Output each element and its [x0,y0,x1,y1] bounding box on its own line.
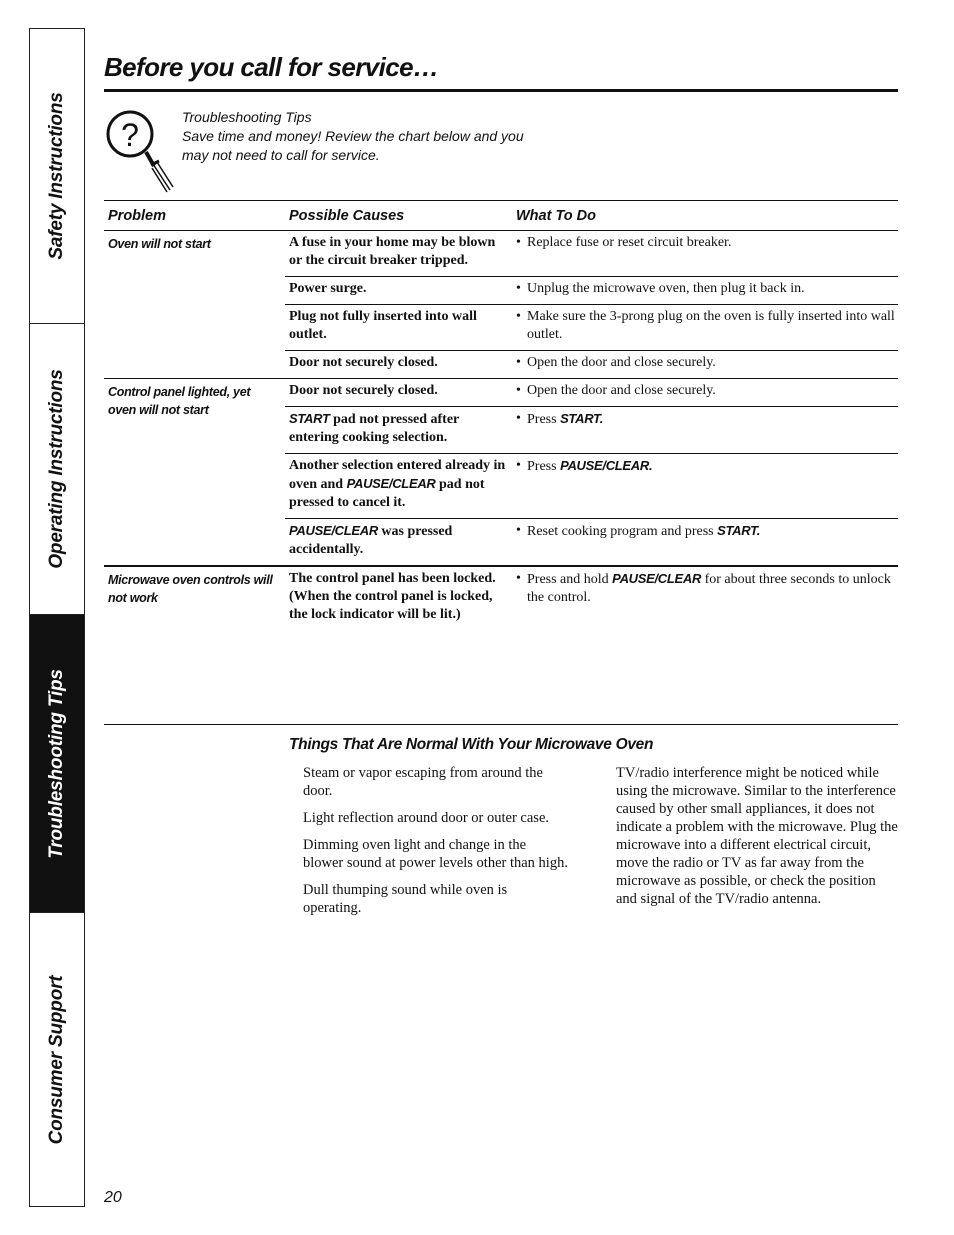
problem-group [104,379,898,567]
todo-cell: • Press PAUSE/CLEAR. [516,458,653,474]
todo-cell: • Open the door and close securely. [516,355,716,370]
problem-label: Microwave oven controls will not work [108,573,273,605]
tips-line: may not need to call for service. [182,147,380,163]
tab-label: Consumer Support [46,975,67,1144]
table-header [104,200,898,231]
tab-troubleshooting-tips[interactable] [30,615,84,913]
troubleshooting-table [104,200,898,630]
page-title: Before you call for service… [104,52,439,82]
interference-note: TV/radio interference might be noticed while using the microwave. Similar to the interference caused by other small appliances, it does not indicate a problem with the microwave. Plug the microwave into a different electrical circuit, move the radio or TV as far away from the microwave as possible, or check the position and signal of the TV/radio antenna. [616,765,898,907]
todo-cell: • Press and hold PAUSE/CLEAR for about three seconds to unlock the control. [516,571,891,605]
table-row [285,379,898,407]
table-row [285,231,898,277]
todo-cell: • Open the door and close securely. [516,383,716,398]
tab-label: Safety Instructions [46,92,67,260]
problem-group [104,231,898,379]
page-number: 20 [104,1189,122,1206]
todo-cell: • Replace fuse or reset circuit breaker. [516,235,732,250]
todo-cell: • Reset cooking program and press START. [516,523,761,539]
tab-operating-instructions[interactable] [30,324,84,615]
todo-cell: • Unplug the microwave oven, then plug it back in. [516,281,805,296]
section-divider [104,724,898,725]
section-tabs [29,28,85,1207]
cause-cell: Another selection entered already in oven and PAUSE/CLEAR pad not pressed to cancel it. [289,458,506,510]
table-row [285,351,898,378]
table-row [285,519,898,565]
table-row [285,454,898,519]
problem-group [104,567,898,630]
table-row [285,567,898,630]
tab-label: Operating Instructions [46,369,67,569]
todo-cell: • Make sure the 3-prong plug on the oven is fully inserted into wall outlet. [516,309,895,342]
list-item: Dull thumping sound while oven is operating. [303,882,508,916]
cause-cell: The control panel has been locked. (When the control panel is locked, the lock indicator will be lit.) [289,571,496,622]
cause-cell: Door not securely closed. [289,355,438,370]
list-item: Light reflection around door or outer case. [303,810,550,826]
header-causes: Possible Causes [289,207,405,224]
header-problem: Problem [108,207,167,224]
title-divider [104,89,898,92]
problem-label: Control panel lighted, yet oven will not start [108,385,251,417]
question-mark-magnifier-icon [104,106,176,196]
tab-consumer-support[interactable] [30,913,84,1206]
table-row [285,277,898,305]
problem-label: Oven will not start [108,237,211,251]
troubleshooting-intro [182,108,524,165]
cause-cell: Power surge. [289,281,367,296]
cause-cell: Plug not fully inserted into wall outlet. [289,309,477,342]
table-row [285,407,898,454]
tips-heading: Troubleshooting Tips [182,109,312,125]
list-item: Dimming oven light and change in the blower sound at power levels other than high. [303,837,568,871]
normal-list [303,764,568,926]
normal-section-title: Things That Are Normal With Your Microwave Oven [289,736,654,753]
todo-cell: • Press START. [516,411,604,427]
cause-cell: A fuse in your home may be blown or the circuit breaker tripped. [289,235,496,268]
cause-cell: Door not securely closed. [289,383,438,398]
tips-line: Save time and money! Review the chart below and you [182,128,524,144]
list-item: Steam or vapor escaping from around the door. [303,765,543,799]
svg-text:?: ? [121,117,139,153]
cause-cell: PAUSE/CLEAR was pressed accidentally. [289,523,453,557]
tab-safety-instructions[interactable] [30,29,84,324]
cause-cell: START pad not pressed after entering cooking selection. [289,411,460,445]
table-row [285,305,898,351]
header-todo: What To Do [516,207,596,224]
tab-label: Troubleshooting Tips [46,668,67,859]
